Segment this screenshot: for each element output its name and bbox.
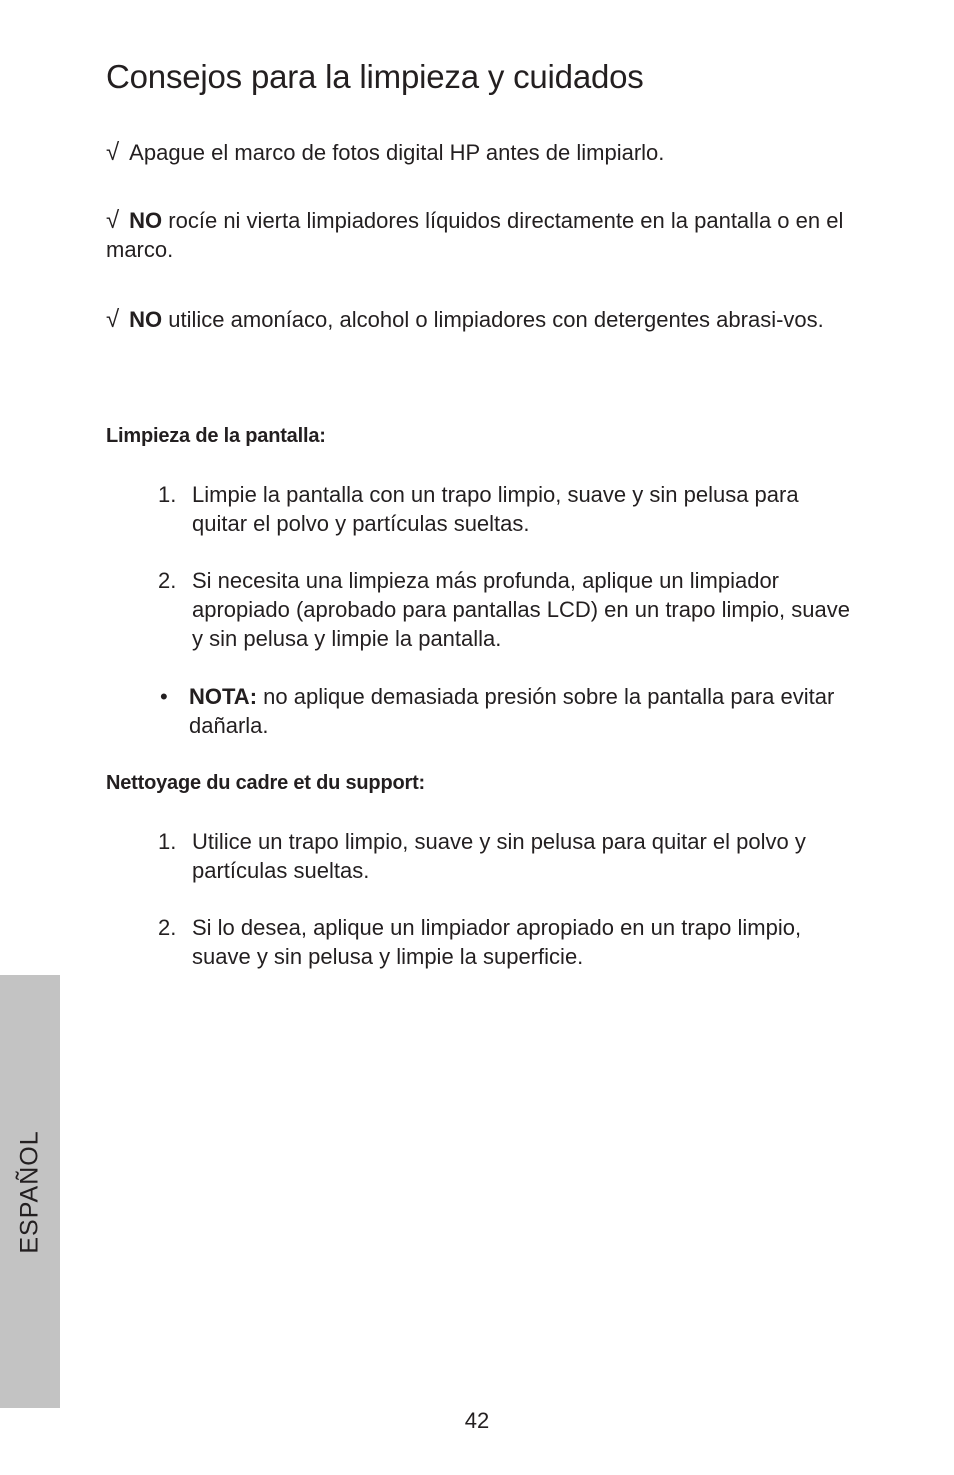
list-number: 1. [158, 482, 177, 507]
list-item-text: Limpie la pantalla con un trapo limpio, suave y sin pelusa para quitar el polvo y partículas sueltas. [192, 482, 799, 536]
checkmark-icon: √ [106, 306, 120, 333]
list-item-text: Si necesita una limpieza más profunda, aplique un limpiador apropiado (aprobado para pantallas LCD) en un trapo limpio, suave y sin pelusa y limpie la pantalla. [192, 568, 850, 651]
list-item-text: Utilice un trapo limpio, suave y sin pelusa para quitar el polvo y partículas sueltas. [192, 829, 806, 883]
checkmark-icon: √ [106, 207, 120, 234]
checkmark-icon: √ [106, 139, 120, 166]
bullet-icon: • [160, 684, 168, 709]
page-title: Consejos para la limpieza y cuidados [106, 58, 644, 95]
tip-emphasis: NO [129, 307, 163, 332]
tip-item [106, 138, 856, 167]
list-number: 2. [158, 915, 177, 940]
list-item [158, 827, 858, 885]
list-item [158, 480, 858, 538]
tip-emphasis: NO [129, 208, 163, 233]
note-item [160, 682, 850, 740]
note-text: no aplique demasiada presión sobre la pantalla para evitar dañarla. [189, 684, 835, 738]
tip-item [106, 206, 856, 264]
section-heading-screen: Limpieza de la pantalla: [106, 425, 326, 447]
list-item [158, 913, 858, 971]
tip-text: utilice amoníaco, alcohol o limpiadores con detergentes abrasi-vos. [168, 307, 824, 332]
list-item [158, 566, 858, 653]
tip-text: Apague el marco de fotos digital HP antes de limpiarlo. [129, 140, 665, 165]
list-item-text: Si lo desea, aplique un limpiador apropiado en un trapo limpio, suave y sin pelusa y limpie la superficie. [192, 915, 802, 969]
list-number: 2. [158, 568, 177, 593]
page-number: 42 [464, 1408, 490, 1433]
tip-text: rocíe ni vierta limpiadores líquidos directamente en la pantalla o en el marco. [106, 208, 844, 262]
language-label: ESPAÑOL [15, 1130, 44, 1254]
note-label: NOTA: [189, 684, 258, 709]
list-number: 1. [158, 829, 177, 854]
section-heading-frame: Nettoyage du cadre et du support: [106, 772, 425, 794]
tip-item [106, 305, 856, 334]
